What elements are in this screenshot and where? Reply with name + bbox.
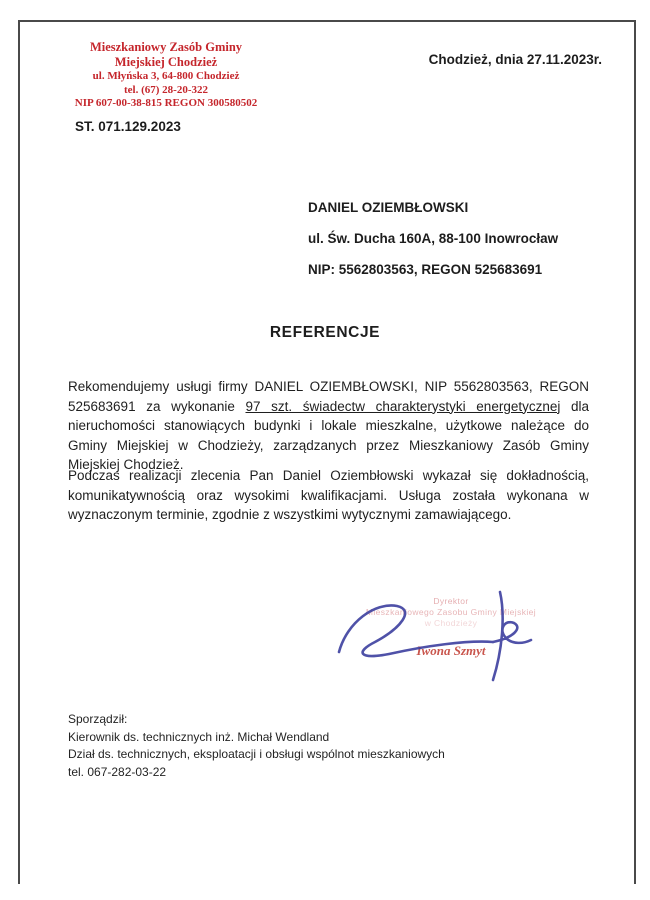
prepared-by-block	[68, 711, 445, 781]
letterhead-line: NIP 607-00-38-815 REGON 300580502	[74, 97, 258, 109]
recipient-address: ul. Św. Ducha 160A, 88-100 Inowrocław	[308, 231, 559, 246]
document-title: REFERENCJE	[269, 324, 381, 341]
paragraph-1-text: dla nieruchomości stanowiących budynki i lokale mieszkalne, użytkowe należące do Gminy Miejskiej w Chodzieży, zarządzanych przez Mieszkaniowy Zasób Gminy Miejskiej Chodzież.	[68, 398, 589, 472]
director-stamp	[335, 596, 567, 629]
recipient-block	[308, 192, 558, 285]
paragraph-1-text: Rekomendujemy usługi firmy DANIEL OZIEMBŁOWSKI, NIP 5562803563, REGON 525683691 za wykonanie	[68, 379, 589, 414]
paragraph-1-underlined-text: 97 szt. świadectw charakterystyki energetycznej	[245, 398, 561, 414]
prepared-by-phone: tel. 067-282-03-22	[68, 764, 167, 779]
signature-area	[335, 596, 567, 659]
recipient-ids: NIP: 5562803563, REGON 525683691	[308, 262, 543, 277]
letterhead-line: Miejskiej Chodzież	[114, 55, 218, 69]
prepared-by-name: Kierownik ds. technicznych inż. Michał Wendland	[68, 729, 330, 744]
recipient-name: DANIEL OZIEMBŁOWSKI	[308, 200, 469, 215]
letterhead-line: ul. Młyńska 3, 64-800 Chodzież	[92, 70, 240, 82]
letterhead-stamp	[46, 40, 286, 111]
signer-name: Iwona Szmyt	[416, 643, 486, 658]
letterhead-line: Mieszkaniowy Zasób Gminy	[89, 40, 243, 54]
stamp-city: w Chodzieży	[424, 618, 478, 628]
prepared-by-dept: Dział ds. technicznych, eksploatacji i obsługi wspólnot mieszkaniowych	[68, 747, 445, 761]
stamp-title: Dyrektor	[433, 596, 469, 606]
date-line: Chodzież, dnia 27.11.2023r.	[428, 52, 602, 67]
letterhead-line: tel. (67) 28-20-322	[123, 83, 208, 96]
paragraph-1	[68, 377, 589, 475]
paragraph-2: Podczas realizacji zlecenia Pan Daniel Oziembłowski wykazał się dokładnością, komunikatywnością oraz wysokimi kwalifikacjami. Usługa została wykonana w wyznaczonym terminie, zgodnie z wszystkimi wytycznymi zamawiającego.	[68, 468, 589, 522]
stamp-org: Mieszkaniowego Zasobu Gminy Miejskiej	[365, 607, 537, 617]
prepared-by-label: Sporządził:	[68, 712, 128, 726]
reference-number: ST. 071.129.2023	[75, 119, 181, 134]
